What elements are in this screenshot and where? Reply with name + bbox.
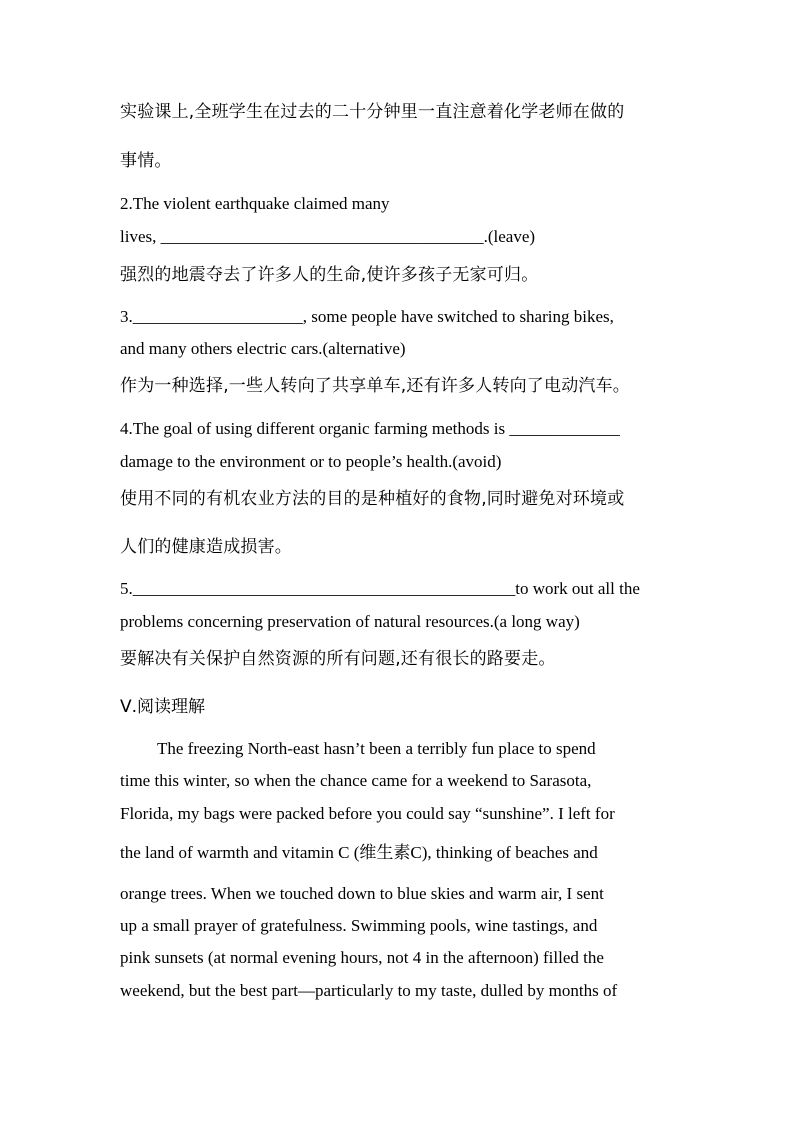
question-4-translation-2: 人们的健康造成损害。 [120, 537, 292, 557]
translation-line-1-cont: 事情。 [120, 151, 172, 171]
question-3-line-2: and many others electric cars.(alternative) [120, 339, 406, 358]
section-heading-reading: Ⅴ.阅读理解 [120, 697, 206, 717]
question-4-translation-1: 使用不同的有机农业方法的目的是种植好的食物,同时避免对环境或 [120, 489, 625, 509]
passage-line-1: The freezing North-east hasn’t been a terribly fun place to spend [157, 739, 596, 758]
question-2-translation: 强烈的地震夺去了许多人的生命,使许多孩子无家可归。 [120, 265, 539, 285]
passage-line-3: Florida, my bags were packed before you could say “sunshine”. I left for [120, 804, 615, 823]
question-5-line-1: 5._____________________________________________to work out all the [120, 579, 640, 598]
question-5-translation: 要解决有关保护自然资源的所有问题,还有很长的路要走。 [120, 649, 556, 669]
passage-line-6: up a small prayer of gratefulness. Swimming pools, wine tastings, and [120, 916, 598, 935]
question-3-translation: 作为一种选择,一些人转向了共享单车,还有许多人转向了电动汽车。 [120, 376, 631, 396]
translation-line-1: 实验课上,全班学生在过去的二十分钟里一直注意着化学老师在做的 [120, 102, 625, 122]
question-2-line-2: lives, ______________________________________.(leave) [120, 227, 536, 246]
question-5-line-2: problems concerning preservation of natural resources.(a long way) [120, 612, 580, 631]
question-2-line-1: 2.The violent earthquake claimed many [120, 194, 390, 213]
passage-line-8: weekend, but the best part—particularly to my taste, dulled by months of [120, 981, 618, 1000]
question-4-line-1: 4.The goal of using different organic farming methods is _____________ [120, 419, 620, 438]
question-4-line-2: damage to the environment or to people’s health.(avoid) [120, 452, 502, 471]
passage-line-5: orange trees. When we touched down to blue skies and warm air, I sent [120, 884, 604, 903]
passage-line-4: the land of warmth and vitamin C (维生素C), thinking of beaches and [120, 843, 598, 862]
passage-line-2: time this winter, so when the chance came for a weekend to Sarasota, [120, 771, 592, 790]
question-3-line-1: 3.____________________, some people have switched to sharing bikes, [120, 307, 614, 326]
passage-line-7: pink sunsets (at normal evening hours, not 4 in the afternoon) filled the [120, 948, 604, 967]
